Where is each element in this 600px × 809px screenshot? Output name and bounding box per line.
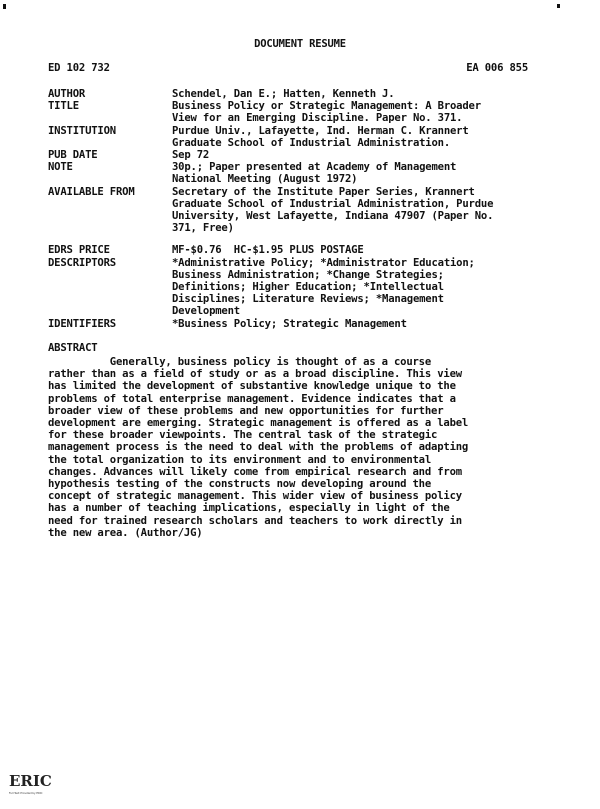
field-value: MF-$0.76 HC-$1.95 PLUS POSTAGE	[172, 244, 364, 257]
field-note	[48, 161, 568, 185]
abstract-label: ABSTRACT	[48, 342, 98, 354]
field-value: Sep 72	[172, 149, 210, 162]
field-value: *Business Policy; Strategic Management	[172, 317, 407, 330]
field-label: EDRS PRICE	[48, 244, 110, 257]
ed-number: ED 102 732	[48, 62, 110, 74]
field-author	[48, 88, 568, 100]
field-label: PUB DATE	[48, 149, 98, 162]
field-label: AUTHOR	[48, 88, 86, 100]
field-label: DESCRIPTORS	[48, 256, 116, 269]
eric-logo-icon	[8, 768, 52, 798]
field-identifiers	[48, 318, 568, 330]
field-edrs-price	[48, 244, 568, 256]
corner-mark-left	[3, 4, 6, 9]
metadata-fields	[48, 88, 568, 330]
eric-logo-text: ERIC	[9, 772, 52, 790]
field-label: TITLE	[48, 100, 79, 113]
field-value: 30p.; Paper presented at Academy of Management National Meeting (August 1972)	[172, 161, 457, 186]
field-value: Schendel, Dan E.; Hatten, Kenneth J.	[172, 88, 395, 100]
field-value: *Administrative Policy; *Administrator Education; Business Administration; *Change Strategies; Definitions; Higher Education; *Intellectual Disciplines; Literature Reviews; *Management Development	[172, 256, 475, 318]
field-label: INSTITUTION	[48, 124, 116, 137]
corner-mark-right	[557, 4, 560, 8]
document-title: DOCUMENT RESUME	[254, 38, 346, 50]
field-value: Business Policy or Strategic Management: A Broader View for an Emerging Discipline. Paper No. 371.	[172, 100, 481, 125]
field-label: NOTE	[48, 161, 73, 174]
field-descriptors	[48, 257, 568, 318]
field-value: Secretary of the Institute Paper Series, Krannert Graduate School of Industrial Administration, Purdue University, West Lafayette, Indiana 47907 (Paper No. 371, Free)	[172, 185, 494, 235]
eric-logo-subtext: Full Text Provided by ERIC	[9, 792, 43, 795]
field-label: AVAILABLE FROM	[48, 185, 135, 198]
field-institution	[48, 125, 568, 149]
field-available-from	[48, 186, 568, 235]
field-pub-date	[48, 149, 568, 161]
abstract-text: Generally, business policy is thought of as a course rather than as a field of study or as a broad discipline. This view has limited the development of substantive knowledge unique to the problems of total enterprise management. Evidence indicates that a broader view of these problems and new opportunities for further development are emerging. Strategic management is offered as a label for these broader viewpoints. The central task of the strategic management process is the need to deal with the problems of adapting the total organization to its environment and to environmental changes. Advances will likely come from empirical research and from hypothesis testing of the constructs now developing around the concept of strategic management. This wider view of business policy has a number of teaching implications, especially in light of the need for trained research scholars and teachers to work directly in the new area. (Author/JG)	[48, 356, 469, 539]
field-value: Purdue Univ., Lafayette, Ind. Herman C. Krannert Graduate School of Industrial Administration.	[172, 124, 469, 149]
field-label: IDENTIFIERS	[48, 317, 116, 330]
ea-number: EA 006 855	[466, 62, 528, 74]
eric-logo	[8, 768, 52, 802]
field-title	[48, 100, 568, 124]
